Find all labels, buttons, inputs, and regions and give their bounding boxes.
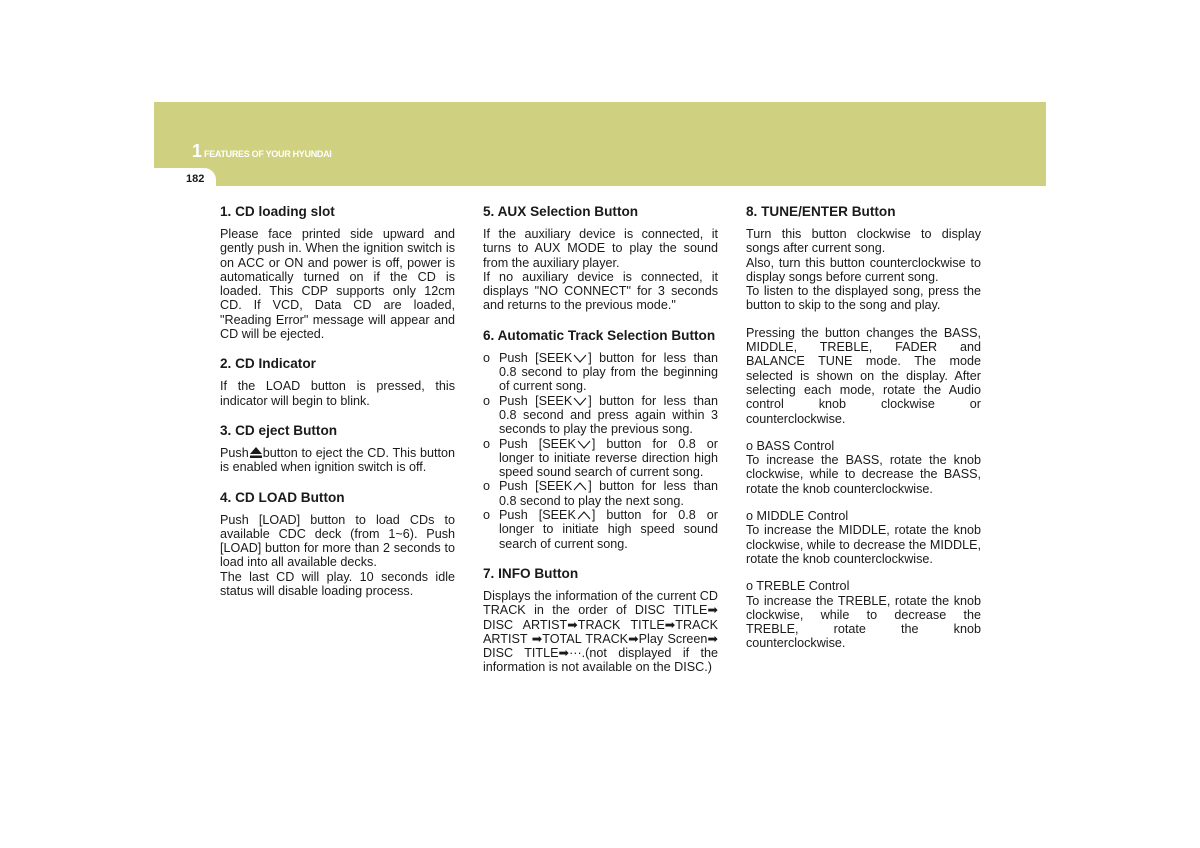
page-number: 182 xyxy=(186,173,205,185)
section-heading-aux: 5. AUX Selection Button xyxy=(483,204,639,219)
treble-control-body: To increase the TREBLE, rotate the knob clockwise, while to decrease the TREBLE, rotate the knob counterclockwise. xyxy=(746,593,981,651)
middle-control-body: To increase the MIDDLE, rotate the knob clockwise, while to decrease the MIDDLE, rotate the knob counterclockwise. xyxy=(746,523,981,566)
chevron-up-icon xyxy=(577,511,591,520)
section-body-cd-indicator: If the LOAD button is pressed, this indicator will begin to blink. xyxy=(220,379,455,408)
section-heading-cd-eject: 3. CD eject Button xyxy=(220,422,338,438)
section-body-info: Displays the information of the current CD TRACK in the order of DISC TITLE➡ DISC ARTIST➡TRACK TITLE➡TRACK ARTIST ➡TOTAL TRACK➡Play Screen➡ DISC TITLE➡···.(not displayed if the information is not available on the DISC.) xyxy=(483,588,718,675)
middle-control-title: o MIDDLE Control xyxy=(746,509,849,524)
section-heading-info: 7. INFO Button xyxy=(483,565,579,581)
section-heading-cd-loading-slot: 1. CD loading slot xyxy=(220,204,335,219)
seek-label: Push [SEEK xyxy=(499,436,576,451)
chapter-heading xyxy=(192,141,332,162)
section-body-tune-2: Also, turn this button counterclockwise to display songs before current song. xyxy=(746,255,981,284)
eject-text-pre: Push xyxy=(220,445,249,460)
bass-control-body: To increase the BASS, rotate the knob clockwise, while to decrease the BASS, rotate the knob counterclockwise. xyxy=(746,453,981,496)
seek-list xyxy=(483,351,718,551)
bullet: o xyxy=(483,350,491,365)
seek-item-text: ] button for less than 0.8 second to play the next song. xyxy=(499,479,718,508)
seek-label: Push [SEEK xyxy=(499,350,573,365)
list-item xyxy=(483,437,718,480)
bullet: o xyxy=(483,508,491,523)
chevron-down-icon xyxy=(573,354,587,363)
list-item xyxy=(483,508,718,551)
page-number-tab xyxy=(154,168,216,190)
section-body-aux-2: If no auxiliary device is connected, it displays "NO CONNECT" for 3 seconds and returns to the previous mode." xyxy=(483,269,718,313)
bullet: o xyxy=(483,479,491,494)
bullet: o xyxy=(483,436,491,451)
seek-item-text: ] button for 0.8 or longer to initiate reverse direction high speed sound search of current song. xyxy=(499,436,718,480)
seek-label: Push [SEEK xyxy=(499,508,576,523)
seek-item-text: ] button for less than 0.8 second and press again within 3 seconds to play the previous song. xyxy=(499,393,718,437)
column-3 xyxy=(746,203,981,651)
list-item xyxy=(483,351,718,394)
column-1 xyxy=(220,203,455,598)
treble-control-title: o TREBLE Control xyxy=(746,579,850,594)
section-body-cd-load-2: The last CD will play. 10 seconds idle status will disable loading process. xyxy=(220,569,455,599)
section-body-aux-1: If the auxiliary device is connected, it turns to AUX MODE to play the sound from the auxiliary player. xyxy=(483,227,718,270)
section-heading-tune-enter: 8. TUNE/ENTER Button xyxy=(746,204,896,219)
section-heading-track-selection: 6. Automatic Track Selection Button xyxy=(483,327,716,343)
section-body-cd-loading-slot: Please face printed side upward and gently push in. When the ignition switch is on ACC or ON and power is off, power is automatically turned on if the CD is loaded. This CDP supports only 12cm CD. If VCD, Data CD are loaded, "Reading Error" message will appear and CD will be ejected. xyxy=(220,227,455,342)
chapter-title: FEATURES OF YOUR HYUNDAI xyxy=(204,149,332,159)
section-heading-cd-indicator: 2. CD Indicator xyxy=(220,356,316,372)
list-item xyxy=(483,394,718,437)
bass-control-title: o BASS Control xyxy=(746,438,835,453)
chevron-up-icon xyxy=(573,482,587,491)
chevron-down-icon xyxy=(573,397,587,406)
eject-icon xyxy=(250,447,262,458)
section-heading-cd-load: 4. CD LOAD Button xyxy=(220,489,345,505)
list-item xyxy=(483,479,718,508)
section-body-tune-3: To listen to the displayed song, press the button to skip to the song and play. xyxy=(746,284,981,313)
section-body-cd-load-1: Push [LOAD] button to load CDs to available CDC deck (from 1~6). Push [LOAD] button for more than 2 seconds to load into all available decks. xyxy=(220,512,455,570)
section-body-cd-eject xyxy=(220,446,455,475)
chapter-number: 1 xyxy=(192,141,203,161)
section-body-tune-4: Pressing the button changes the BASS, MIDDLE, TREBLE, FADER and BALANCE TUNE mode. The mode selected is shown on the display. After selecting each mode, rotate the Audio control knob clockwise or counterclockwise. xyxy=(746,325,981,426)
seek-label: Push [SEEK xyxy=(499,393,573,408)
seek-item-text: ] button for 0.8 or longer to initiate high speed sound search of current song. xyxy=(499,508,718,551)
section-body-tune-1: Turn this button clockwise to display songs after current song. xyxy=(746,227,981,256)
chevron-down-icon xyxy=(577,440,591,449)
bullet: o xyxy=(483,393,491,408)
column-2 xyxy=(483,203,718,675)
seek-item-text: ] button for less than 0.8 second to play from the beginning of current song. xyxy=(499,350,718,394)
seek-label: Push [SEEK xyxy=(499,479,573,494)
eject-text-post: button to eject the CD. This button is enabled when ignition switch is off. xyxy=(220,445,455,475)
